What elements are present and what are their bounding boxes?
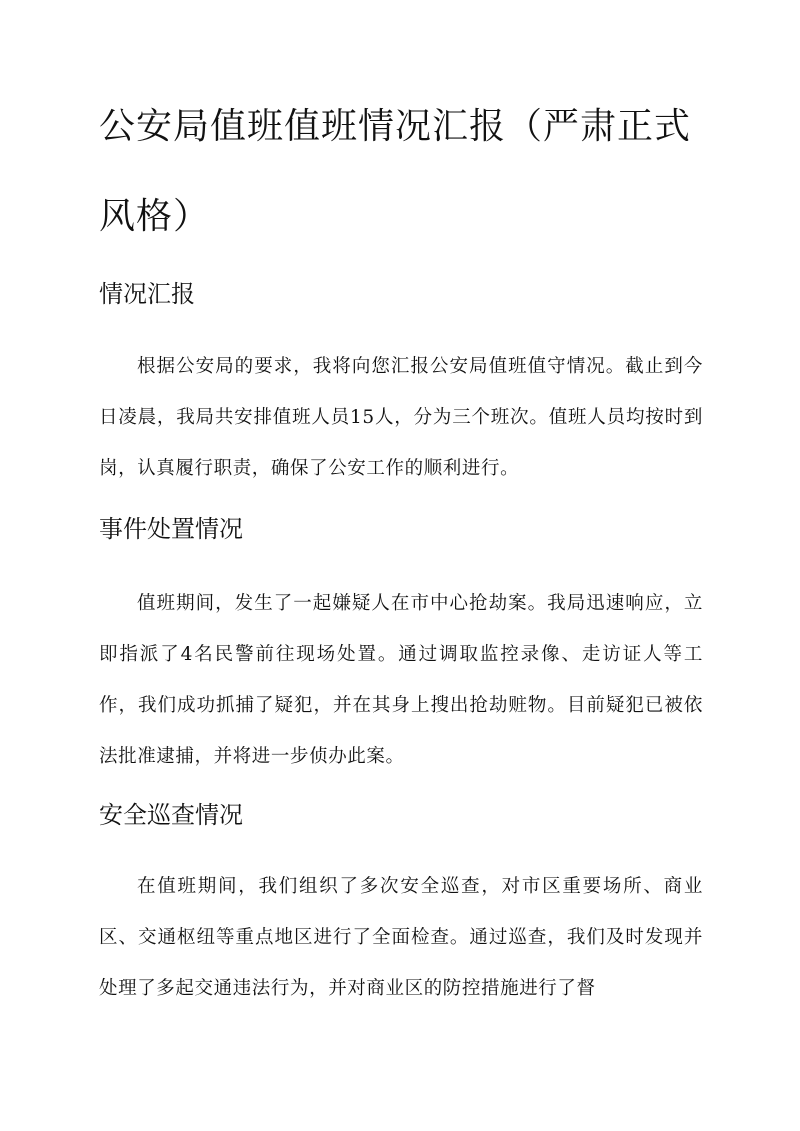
document-title: 公安局值班值班情况汇报（严肃正式风格） [99,106,692,237]
section-body-incident-handling: 值班期间，发生了一起嫌疑人在市中心抢劫案。我局迅速响应，立即指派了4名民警前往现场处置。通过调取监控录像、走访证人等工作，我们成功抓捕了疑犯，并在其身上搜出抢劫赃物。目前疑犯已被依法批准逮捕，并将进一步侦办此案。 [99,593,703,767]
section-heading-incident-handling: 事件处置情况 [99,515,243,543]
section-body-situation-report: 根据公安局的要求，我将向您汇报公安局值班值守情况。截止到今日凌晨，我局共安排值班人员15人，分为三个班次。值班人员均按时到岗，认真履行职责，确保了公安工作的顺利进行。 [99,356,703,479]
section-heading-situation-report: 情况汇报 [99,280,195,308]
section-body-safety-patrol: 在值班期间，我们组织了多次安全巡查，对市区重要场所、商业区、交通枢纽等重点地区进行了全面检查。通过巡查，我们及时发现并处理了多起交通违法行为，并对商业区的防控措施进行了督 [99,876,703,999]
section-heading-safety-patrol: 安全巡查情况 [99,801,243,829]
